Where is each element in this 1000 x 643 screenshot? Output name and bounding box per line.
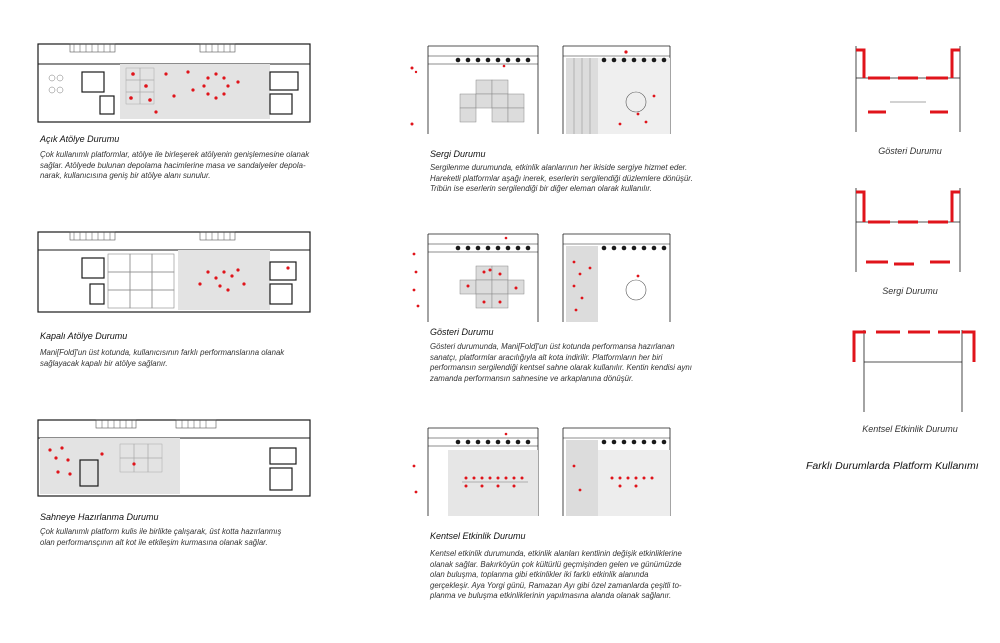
section-gosteri: [408, 232, 673, 324]
platform-diagram-gosteri: [850, 44, 970, 136]
gosteri-description: Gösteri durumunda, Mani[Fold]'un üst kotunda performansa hazırlanan sanatçı, platformlar aracılığıyla alt kota indirilir. Platformların her biri performansın sergilendiği kentsel sahne olarak kullanılır. Kentin kendisi aynı zamanda performansın sahnesine ve arkaplanına dönüşür.: [430, 342, 692, 383]
sahneye-hazirlanma-title: Sahneye Hazırlanma Durumu: [40, 512, 159, 522]
kapali-atolye-description: Mani[Fold]'un üst kotunda, kullanıcısının farklı performanslarına olanak sağlayacak kapalı bir atölye sağlanır.: [40, 348, 285, 368]
acik-atolye-description: Çok kullanımlı platformlar, atölye ile birleşerek atölyenin genişlemesine olanak sağlar. Atölyede bulunan depolama hacimlerine masa ve sandalyeler depola- narak, kullanıcısına geniş bir atölye alanı sunulur.: [40, 150, 310, 181]
platform-usage-title: Farklı Durumlarda Platform Kullanımı: [806, 460, 979, 472]
platform-diagram-kentsel-etkinlik: [850, 322, 980, 414]
kentsel-etkinlik-description: Kentsel etkinlik durumunda, etkinlik alanları kentlinin değişik etkinliklerine olanak sağlar. Bakırköyün çok kültürlü geçmişinden gelen ve günümüzde olan buluşma, toplanma gibi etkinlikler iki farklı etkinlik alanında gerçekleşir. Aya Yorgi günü, Ramazan Ayı gibi özel zamanlarda çeşitli to- planma ve buluşma etkinliklerinin yapılmasına alanda olanak sağlanır.: [430, 549, 682, 601]
sergi-description: Sergilenme durumunda, etkinlik alanlarının her ikiside sergiye hizmet eder. Hareketli platformlar aşağı inerek, eserlerin sergilendiği düzlemlere dönüşür. Tribün ise eserlerin sergilendiği bir diğer eleman olarak kullanılır.: [430, 163, 693, 194]
kentsel-etkinlik-title: Kentsel Etkinlik Durumu: [430, 531, 526, 541]
plan-kapali-atolye: [38, 232, 313, 314]
sahneye-hazirlanma-description: Çok kullanımlı platform kulis ile birlikte çalışarak, üst kotta hazırlanmış olan performansçının alt kot ile etkileşim kurmasına olanak sağlar.: [40, 527, 282, 547]
plan-sahneye-hazirlanma: [38, 420, 313, 500]
kapali-atolye-title: Kapalı Atölye Durumu: [40, 331, 128, 341]
caption-kentsel-etkinlik: Kentsel Etkinlik Durumu: [862, 424, 958, 434]
section-kentsel-etkinlik: [408, 426, 673, 518]
platform-diagram-sergi: [850, 186, 970, 278]
gosteri-title: Gösteri Durumu: [430, 327, 494, 337]
section-sergi: [408, 44, 673, 136]
sergi-title: Sergi Durumu: [430, 149, 486, 159]
caption-sergi: Sergi Durumu: [882, 286, 938, 296]
acik-atolye-title: Açık Atölye Durumu: [40, 134, 120, 144]
caption-gosteri: Gösteri Durumu: [878, 146, 942, 156]
plan-acik-atolye: [38, 44, 313, 124]
